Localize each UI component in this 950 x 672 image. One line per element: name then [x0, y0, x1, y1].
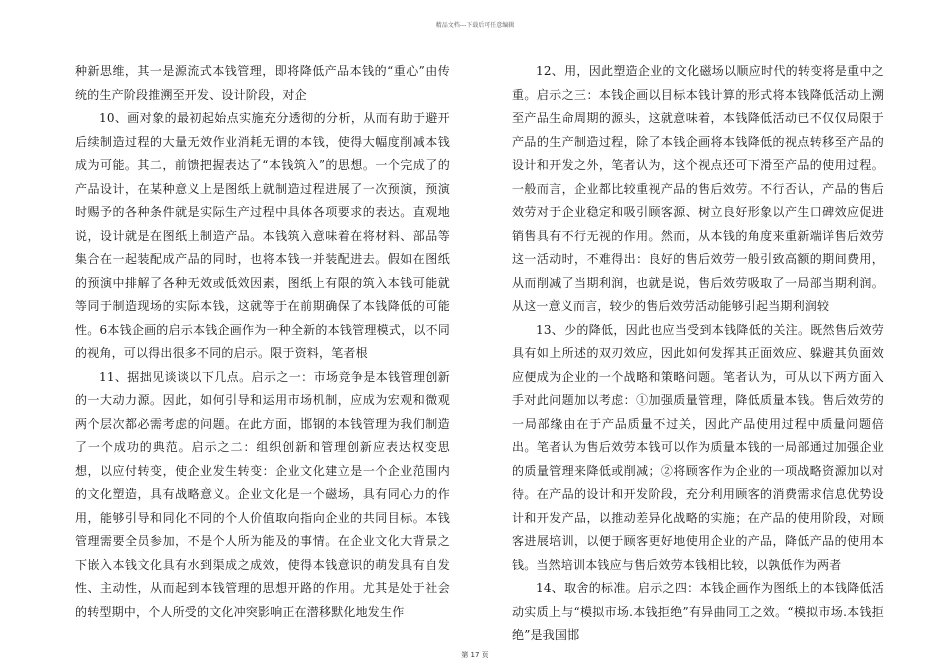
left-column	[75, 60, 450, 624]
paragraph: 种新思维，其一是源流式本钱管理，即将降低产品本钱的“重心”由传统的生产阶段推溯至开发、设计阶段，对企	[75, 64, 450, 102]
page-number: 第 17 页	[461, 651, 489, 659]
paragraph: 10、画对象的最初起始点实施充分透彻的分析，从而有助于避开后续制造过程的大量无效作业消耗无谓的本钱，使得大幅度削减本钱成为可能。其二，前馈把握表达了“本钱筑入”的思想。一个完成了的产品设计，在某种意义上是图纸上就制造过程进展了一次预演，预演时赐予的各种条件就是实际生产过程中具体各项要求的表达。直观地说，设计就是在图纸上制造产品。本钱筑入意味着在将材料、部品等集合在一起装配成产品的同时，也将本钱一并装配进去。假如在图纸的预演中排解了各种无效或低效因素，图纸上有限的筑入本钱可能就等同于制造现场的实际本钱，这就等于在前期确保了本钱降低的可能性。6本钱企画的启示本钱企画作为一种全新的本钱管理模式，以不同的视角，可以得出很多不同的启示。限于资料，笔者根	[75, 111, 450, 360]
page-header: 精品文档---下载后可任意编辑	[435, 22, 515, 29]
paragraph: 12、用，因此塑造企业的文化磁场以顺应时代的转变将是重中之重。启示之三：本钱企画以目标本钱计算的形式将本钱降低活动上溯至产品生命周期的源头，这就意味着，本钱降低活动已不仅仅局限于产品的生产制造过程，除了本钱企画将本钱降低的视点转移至产品的设计和开发之外，笔者认为，这个视点还可下滑至产品的使用过程。一般而言，企业都比较重视产品的售后效劳。不行否认，产品的售后效劳对于企业稳定和吸引顾客源、树立良好形象以产生口碑效应促进销售具有不行无视的作用。然而，从本钱的角度来重新端详售后效劳这一活动时，不难得出：良好的售后效劳一般引致高额的期间费用，从而削减了当期利润，也就是说，售后效劳吸取了一局部当期利润。从这一意义而言，较少的售后效劳活动能够引起当期利润较	[512, 64, 884, 313]
paragraph: 11、据拙见谈谈以下几点。启示之一：市场竞争是本钱管理创新的一大动力源。因此，如何引导和运用市场机制，应成为宏观和微观两个层次都必需考虑的问题。在此方面，邯钢的本钱管理为我们制造了一个成功的典范。启示之二：组织创新和管理创新应表达权变思想，以应付转变，使企业发生转变：企业文化建立是一个企业范围内的文化塑造，具有战略意义。企业文化是一个磁场，具有同心力的作用，能够引导和同化不同的个人价值取向指向企业的共同目标。本钱管理需要全员参加，不是个人所为能及的事情。在企业文化大背景之下嵌入本钱文化具有水到渠成之成效，使得本钱意识的萌发具有自发性、主动性，从而起到本钱管理的思想开路的作用。尤其是处于社会的转型期中，个人所受的文化冲突影响正在潜移默化地发生作	[75, 369, 450, 619]
right-column	[512, 60, 884, 648]
paragraph: 14、取舍的标准。启示之四：本钱企画作为图纸上的本钱降低活动实质上与“模拟市场.本钱拒绝”有异曲同工之效。“模拟市场.本钱拒绝”是我国邯	[512, 581, 884, 642]
paragraph: 13、少的降低，因此也应当受到本钱降低的关注。既然售后效劳具有如上所述的双刃效应，因此如何发挥其正面效应、躲避其负面效应便成为企业的一个战略和策略问题。笔者认为，可从以下两方面入手对此问题加以考虑：①加强质量管理，降低质量本钱。售后效劳的一局部缘由在于产品质量不过关，因此产品使用过程中质量问题倍出。笔者认为售后效劳本钱可以作为质量本钱的一局部通过加强企业的质量管理来降低或削减；②将顾客作为企业的一项战略资源加以对待。在产品的设计和开发阶段，充分利用顾客的消费需求信息优势设计和开发产品，以推动差异化战略的实施；在产品的使用阶段，对顾客进展培训，以便于顾客更好地使用企业的产品，降低产品的使用本钱。当然培训本钱应与售后效劳本钱相比较，以孰低作为两者	[512, 322, 884, 572]
